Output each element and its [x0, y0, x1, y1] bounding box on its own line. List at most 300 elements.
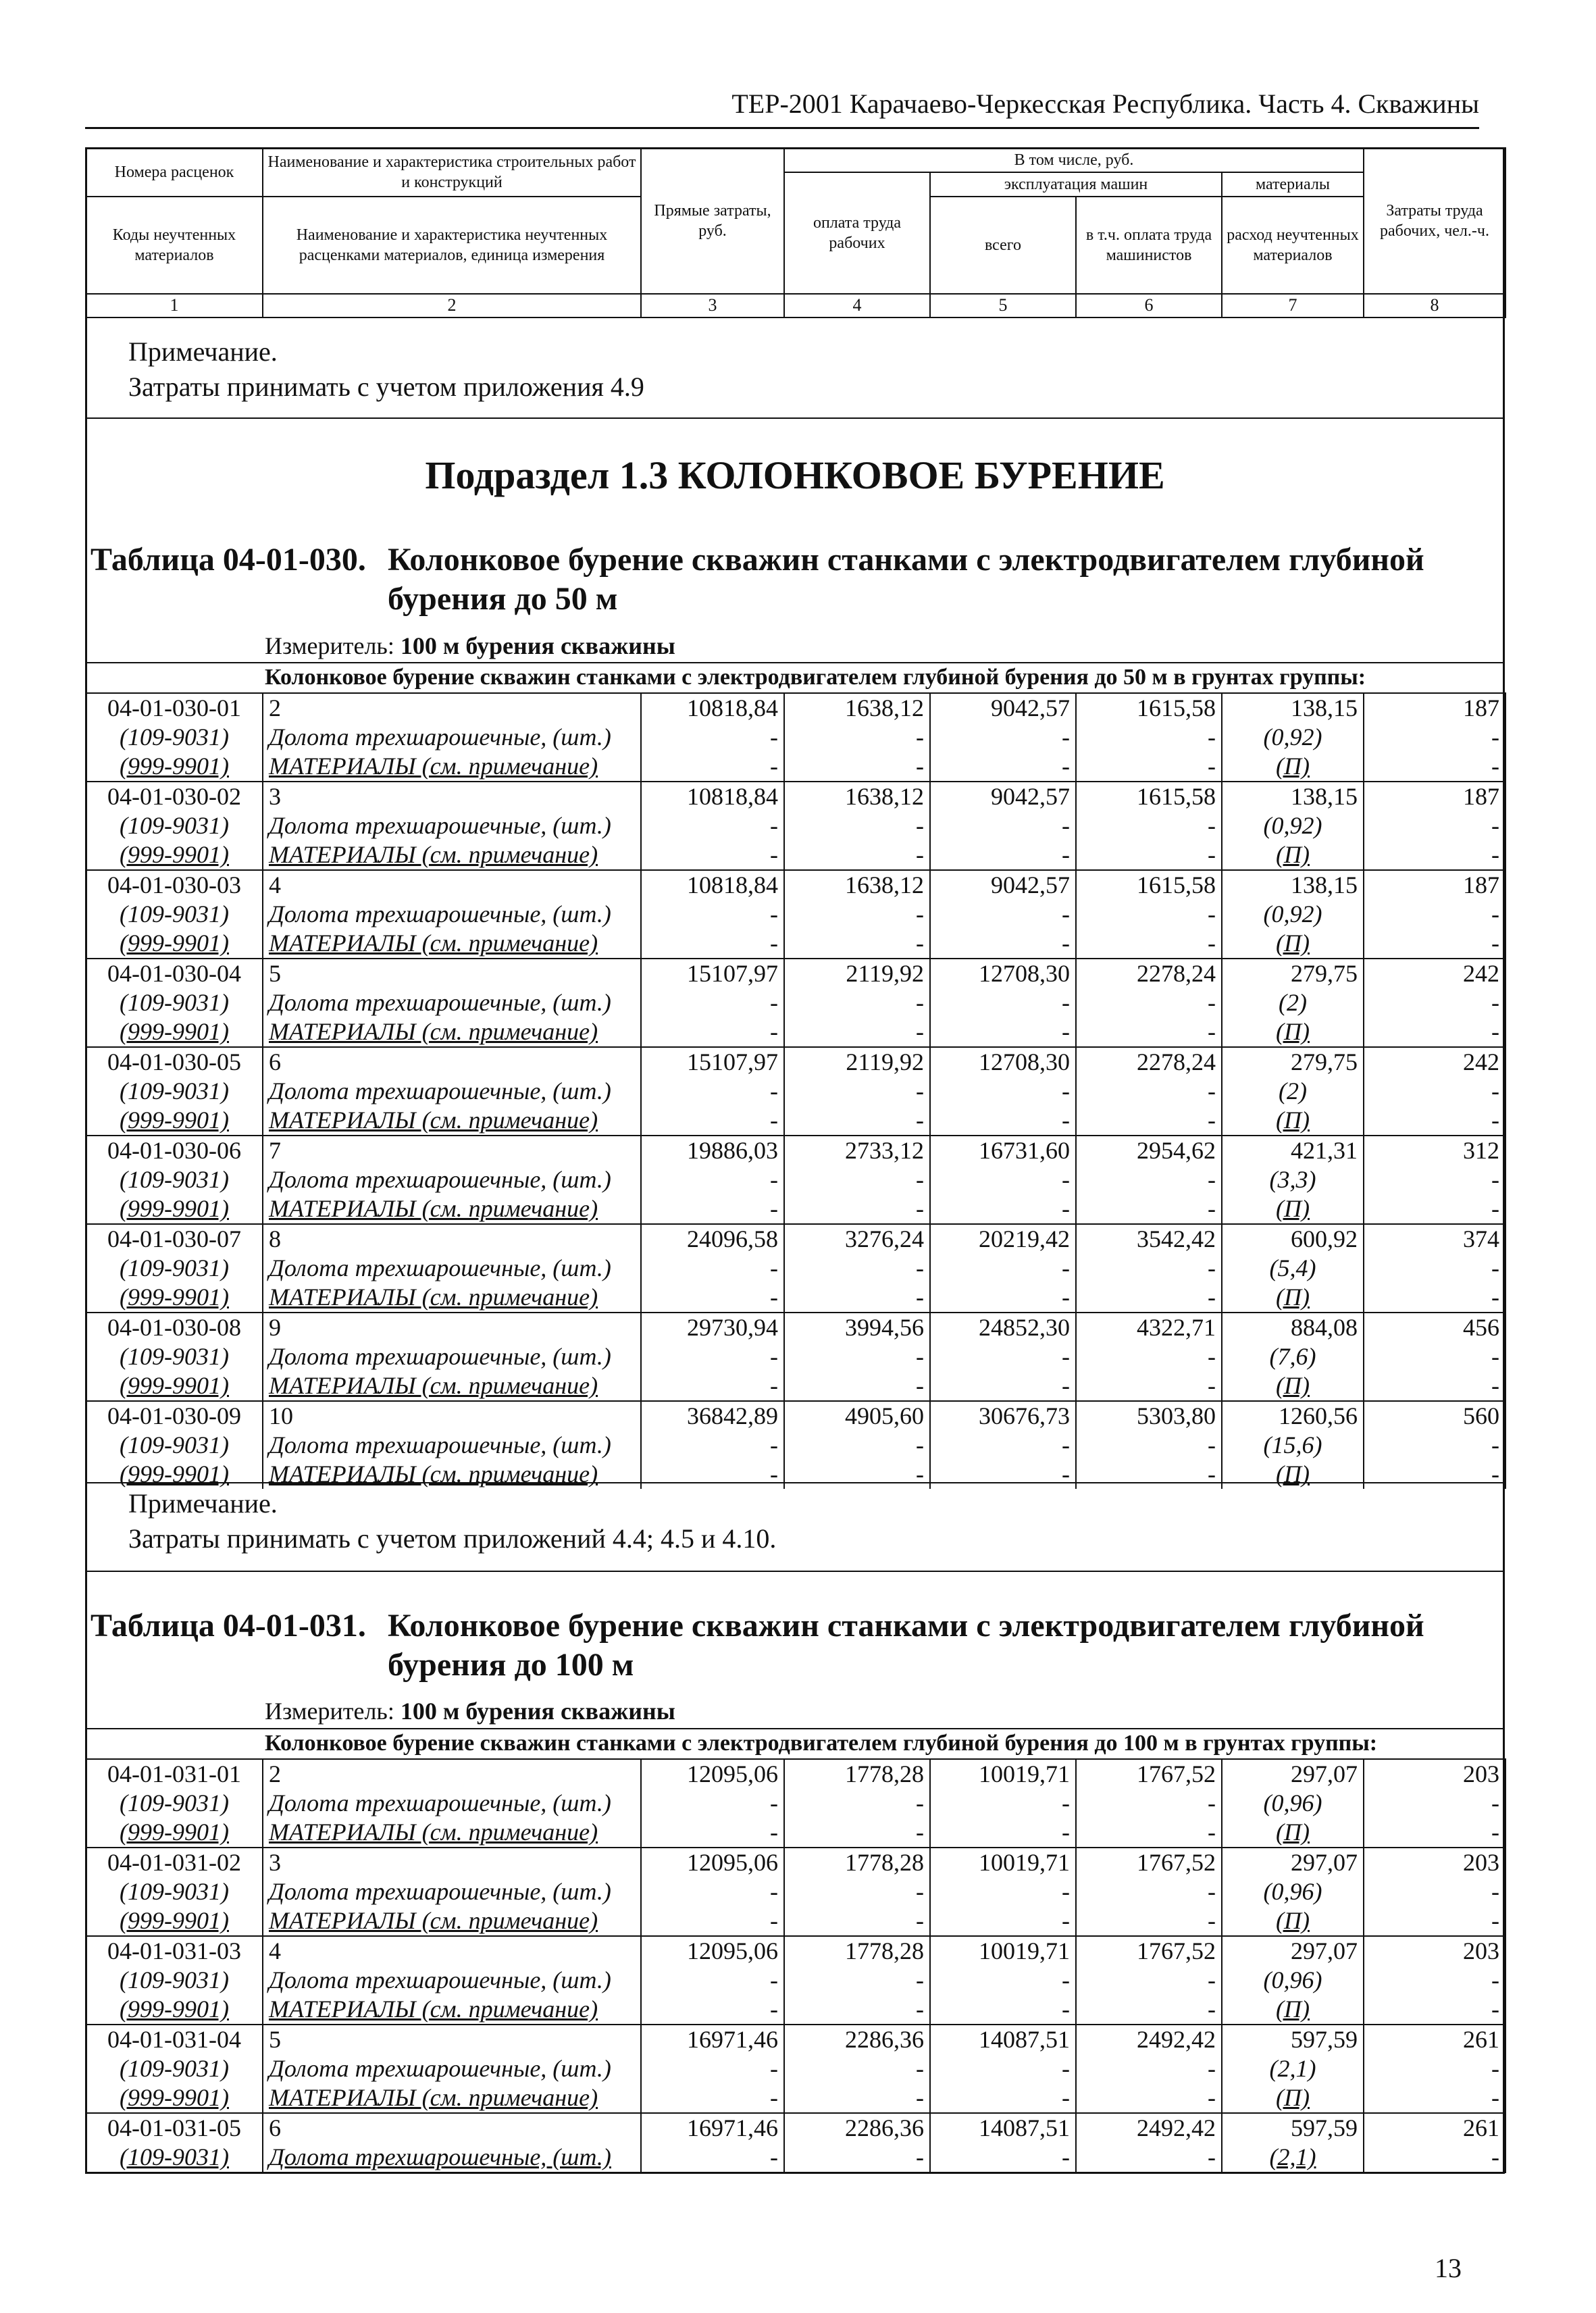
empty-value: -: [784, 1283, 930, 1313]
empty-value: -: [784, 840, 930, 870]
machine-costs: 10019,71: [930, 1848, 1076, 1877]
labor-pay: 2286,36: [784, 2025, 930, 2054]
labor-hours: 456: [1364, 1313, 1505, 1342]
material-quantity: (2,1): [1222, 2143, 1364, 2172]
table-030-measure: [265, 632, 675, 660]
rate-row: [86, 1224, 1505, 1254]
direct-costs: 15107,97: [641, 1047, 784, 1077]
material-code: (109-9031): [86, 2054, 263, 2083]
machine-costs: 10019,71: [930, 1936, 1076, 1966]
direct-costs: 10818,84: [641, 870, 784, 900]
empty-value: -: [1076, 840, 1222, 870]
material-code: (109-9031): [86, 1254, 263, 1283]
empty-value: -: [930, 752, 1076, 782]
empty-value: -: [784, 1194, 930, 1224]
empty-value: -: [1364, 723, 1505, 752]
material-costs: 138,15: [1222, 693, 1364, 723]
machinist-pay: 2492,42: [1076, 2113, 1222, 2143]
empty-value: -: [1076, 1995, 1222, 2025]
header-rule: [85, 127, 1479, 129]
subsection-title: Подраздел 1.3 КОЛОНКОВОЕ БУРЕНИЕ: [425, 453, 1165, 497]
material-code: (109-9031): [86, 1431, 263, 1460]
material-name: МАТЕРИАЛЫ (см. примечание): [263, 2083, 641, 2113]
material-row: [86, 840, 1505, 870]
labor-pay: 2119,92: [784, 1047, 930, 1077]
table-031-caption: Колонковое бурение скважин станками с электродвигателем глубиной бурения до 100 м в грунтах группы:: [265, 1731, 1378, 1756]
material-code: (999-9901): [86, 2083, 263, 2113]
soil-group: 3: [263, 782, 641, 811]
rate-code: 04-01-030-02: [86, 782, 263, 811]
soil-group: 5: [263, 959, 641, 988]
machine-costs: 12708,30: [930, 959, 1076, 988]
empty-value: -: [930, 2083, 1076, 2113]
measure-label: Измеритель:: [265, 1698, 394, 1725]
material-code: (999-9901): [86, 752, 263, 782]
material-row: [86, 1818, 1505, 1848]
machine-costs: 30676,73: [930, 1401, 1076, 1431]
empty-value: -: [1364, 1342, 1505, 1371]
labor-hours: 560: [1364, 1401, 1505, 1431]
material-note: (П): [1222, 1194, 1364, 1224]
material-code: (999-9901): [86, 1371, 263, 1401]
empty-value: -: [1364, 1995, 1505, 2025]
empty-value: -: [641, 2143, 784, 2172]
empty-value: -: [784, 1017, 930, 1047]
machine-costs: 14087,51: [930, 2113, 1076, 2143]
empty-value: -: [930, 1995, 1076, 2025]
empty-value: -: [784, 1342, 930, 1371]
machine-costs: 10019,71: [930, 1759, 1076, 1789]
labor-hours: 374: [1364, 1224, 1505, 1254]
labor-pay: 1638,12: [784, 870, 930, 900]
empty-value: -: [1364, 1017, 1505, 1047]
material-costs: 138,15: [1222, 782, 1364, 811]
divider: [85, 662, 1505, 663]
empty-value: -: [641, 929, 784, 959]
empty-value: -: [641, 2083, 784, 2113]
table-title-line2: бурения до 100 м: [388, 1646, 634, 1683]
empty-value: -: [930, 1342, 1076, 1371]
empty-value: -: [1076, 1017, 1222, 1047]
machine-costs: 9042,57: [930, 870, 1076, 900]
empty-value: -: [1364, 1966, 1505, 1995]
machinist-pay: 2278,24: [1076, 1047, 1222, 1077]
col-num: 1: [86, 294, 263, 317]
material-code: (999-9901): [86, 1818, 263, 1848]
divider: [85, 417, 1505, 419]
machinist-pay: 5303,80: [1076, 1401, 1222, 1431]
table-030-caption: Колонковое бурение скважин станками с электродвигателем глубиной бурения до 50 м в грунтах группы:: [265, 665, 1366, 690]
rate-code: 04-01-030-03: [86, 870, 263, 900]
empty-value: -: [1364, 1431, 1505, 1460]
material-code: (109-9031): [86, 1789, 263, 1818]
empty-value: -: [930, 988, 1076, 1017]
table-030-body: [85, 692, 1506, 1489]
empty-value: -: [1076, 1460, 1222, 1489]
table-title-line2: бурения до 50 м: [388, 580, 618, 617]
material-name: Долота трехшарошечные, (шт.): [263, 2054, 641, 2083]
empty-value: -: [784, 1254, 930, 1283]
col-num: 7: [1222, 294, 1364, 317]
material-quantity: (2,1): [1222, 2054, 1364, 2083]
machinist-pay: 3542,42: [1076, 1224, 1222, 1254]
material-row: [86, 1877, 1505, 1906]
soil-group: 4: [263, 870, 641, 900]
table-031-body: [85, 1758, 1506, 2173]
material-note: (П): [1222, 1106, 1364, 1136]
material-name: МАТЕРИАЛЫ (см. примечание): [263, 1460, 641, 1489]
material-row: [86, 1906, 1505, 1936]
machine-costs: 14087,51: [930, 2025, 1076, 2054]
empty-value: -: [930, 2054, 1076, 2083]
header-material-use: расход неучтенных материалов: [1222, 197, 1364, 294]
material-costs: 279,75: [1222, 1047, 1364, 1077]
material-name: Долота трехшарошечные, (шт.): [263, 723, 641, 752]
table-number: Таблица 04-01-031.: [91, 1608, 366, 1644]
material-code: (109-9031): [86, 1877, 263, 1906]
empty-value: -: [784, 900, 930, 929]
note-text: Затраты принимать с учетом приложений 4.4; 4.5 и 4.10.: [128, 1523, 777, 1554]
table-number: Таблица 04-01-030.: [91, 542, 366, 578]
labor-pay: 2286,36: [784, 2113, 930, 2143]
labor-pay: 1778,28: [784, 1936, 930, 1966]
empty-value: -: [641, 1017, 784, 1047]
direct-costs: 19886,03: [641, 1136, 784, 1165]
empty-value: -: [1076, 1283, 1222, 1313]
empty-value: -: [930, 1077, 1076, 1106]
header-direct-costs: Прямые затраты, руб.: [641, 148, 784, 294]
empty-value: -: [641, 1194, 784, 1224]
rate-code: 04-01-030-08: [86, 1313, 263, 1342]
empty-value: -: [784, 1371, 930, 1401]
material-row: [86, 1966, 1505, 1995]
material-row: [86, 1077, 1505, 1106]
rate-code: 04-01-030-05: [86, 1047, 263, 1077]
material-name: Долота трехшарошечные, (шт.): [263, 1966, 641, 1995]
empty-value: -: [930, 1254, 1076, 1283]
material-name: Долота трехшарошечные, (шт.): [263, 1789, 641, 1818]
rate-code: 04-01-030-07: [86, 1224, 263, 1254]
machine-costs: 16731,60: [930, 1136, 1076, 1165]
labor-pay: 1638,12: [784, 782, 930, 811]
direct-costs: 16971,46: [641, 2113, 784, 2143]
material-name: МАТЕРИАЛЫ (см. примечание): [263, 752, 641, 782]
material-note: (П): [1222, 929, 1364, 959]
empty-value: -: [641, 1460, 784, 1489]
rate-row: [86, 1313, 1505, 1342]
empty-value: -: [784, 929, 930, 959]
material-code: (109-9031): [86, 900, 263, 929]
material-note: (П): [1222, 1906, 1364, 1936]
header-materials: материалы: [1222, 172, 1364, 197]
material-row: [86, 1165, 1505, 1194]
material-quantity: (5,4): [1222, 1254, 1364, 1283]
machinist-pay: 1767,52: [1076, 1759, 1222, 1789]
empty-value: -: [641, 1283, 784, 1313]
material-code: (109-9031): [86, 811, 263, 840]
labor-hours: 312: [1364, 1136, 1505, 1165]
empty-value: -: [641, 840, 784, 870]
empty-value: -: [641, 1371, 784, 1401]
labor-pay: 1778,28: [784, 1848, 930, 1877]
empty-value: -: [930, 929, 1076, 959]
material-costs: 597,59: [1222, 2113, 1364, 2143]
empty-value: -: [1364, 1371, 1505, 1401]
table-031-measure: [265, 1697, 675, 1725]
labor-pay: 2119,92: [784, 959, 930, 988]
measure-label: Измеритель:: [265, 632, 394, 659]
labor-hours: 242: [1364, 959, 1505, 988]
material-code: (999-9901): [86, 1106, 263, 1136]
direct-costs: 15107,97: [641, 959, 784, 988]
material-row: [86, 1460, 1505, 1489]
empty-value: -: [1076, 2083, 1222, 2113]
material-name: Долота трехшарошечные, (шт.): [263, 1254, 641, 1283]
empty-value: -: [1364, 1283, 1505, 1313]
rate-row: [86, 782, 1505, 811]
labor-hours: 187: [1364, 782, 1505, 811]
empty-value: -: [930, 1818, 1076, 1848]
labor-hours: 187: [1364, 870, 1505, 900]
empty-value: -: [641, 988, 784, 1017]
material-row: [86, 929, 1505, 959]
empty-value: -: [1076, 1818, 1222, 1848]
empty-value: -: [1364, 1789, 1505, 1818]
material-name: Долота трехшарошечные, (шт.): [263, 1165, 641, 1194]
empty-value: -: [930, 811, 1076, 840]
empty-value: -: [1076, 929, 1222, 959]
empty-value: -: [930, 1017, 1076, 1047]
direct-costs: 10818,84: [641, 782, 784, 811]
col-num: 6: [1076, 294, 1222, 317]
empty-value: -: [784, 1818, 930, 1848]
labor-pay: 2733,12: [784, 1136, 930, 1165]
empty-value: -: [1364, 2054, 1505, 2083]
empty-value: -: [641, 1077, 784, 1106]
labor-pay: 4905,60: [784, 1401, 930, 1431]
empty-value: -: [1364, 1460, 1505, 1489]
material-name: МАТЕРИАЛЫ (см. примечание): [263, 1194, 641, 1224]
empty-value: -: [930, 1106, 1076, 1136]
empty-value: -: [1364, 840, 1505, 870]
material-code: (999-9901): [86, 1283, 263, 1313]
divider: [85, 1728, 1505, 1729]
material-costs: 297,07: [1222, 1759, 1364, 1789]
empty-value: -: [930, 1877, 1076, 1906]
direct-costs: 12095,06: [641, 1759, 784, 1789]
material-code: (999-9901): [86, 929, 263, 959]
rate-code: 04-01-030-06: [86, 1136, 263, 1165]
labor-pay: 1778,28: [784, 1759, 930, 1789]
empty-value: -: [784, 1995, 930, 2025]
empty-value: -: [1076, 1371, 1222, 1401]
material-quantity: (0,92): [1222, 811, 1364, 840]
machinist-pay: 1615,58: [1076, 782, 1222, 811]
col-num: 8: [1364, 294, 1505, 317]
machinist-pay: 1615,58: [1076, 870, 1222, 900]
empty-value: -: [1076, 1194, 1222, 1224]
empty-value: -: [641, 1431, 784, 1460]
material-name: Долота трехшарошечные, (шт.): [263, 1431, 641, 1460]
rate-row: [86, 1936, 1505, 1966]
empty-value: -: [784, 2054, 930, 2083]
header-machinist-pay: в т.ч. оплата труда машинистов: [1076, 197, 1222, 294]
machine-costs: 20219,42: [930, 1224, 1076, 1254]
measure-value: 100 м бурения скважины: [400, 1698, 675, 1725]
material-costs: 597,59: [1222, 2025, 1364, 2054]
material-row: [86, 811, 1505, 840]
divider: [85, 1571, 1505, 1572]
empty-value: -: [784, 811, 930, 840]
empty-value: -: [641, 1254, 784, 1283]
empty-value: -: [1076, 900, 1222, 929]
header-material-codes: Коды неучтенных материалов: [86, 197, 263, 294]
material-row: [86, 2083, 1505, 2113]
machine-costs: 9042,57: [930, 782, 1076, 811]
rate-row: [86, 1136, 1505, 1165]
material-quantity: (0,92): [1222, 900, 1364, 929]
empty-value: -: [1364, 811, 1505, 840]
machinist-pay: 2954,62: [1076, 1136, 1222, 1165]
col-num: 2: [263, 294, 641, 317]
machine-costs: 24852,30: [930, 1313, 1076, 1342]
empty-value: -: [641, 1995, 784, 2025]
empty-value: -: [784, 1966, 930, 1995]
direct-costs: 16971,46: [641, 2025, 784, 2054]
labor-pay: 1638,12: [784, 693, 930, 723]
empty-value: -: [641, 811, 784, 840]
soil-group: 10: [263, 1401, 641, 1431]
empty-value: -: [1076, 1906, 1222, 1936]
rate-code: 04-01-031-02: [86, 1848, 263, 1877]
rate-code: 04-01-030-01: [86, 693, 263, 723]
empty-value: -: [930, 900, 1076, 929]
empty-value: -: [1364, 1194, 1505, 1224]
rate-row: [86, 870, 1505, 900]
machine-costs: 9042,57: [930, 693, 1076, 723]
empty-value: -: [641, 900, 784, 929]
material-costs: 297,07: [1222, 1936, 1364, 1966]
material-costs: 421,31: [1222, 1136, 1364, 1165]
material-quantity: (0,92): [1222, 723, 1364, 752]
empty-value: -: [1364, 1106, 1505, 1136]
empty-value: -: [930, 1460, 1076, 1489]
empty-value: -: [930, 1165, 1076, 1194]
soil-group: 4: [263, 1936, 641, 1966]
empty-value: -: [930, 1789, 1076, 1818]
rate-row: [86, 2025, 1505, 2054]
empty-value: -: [1364, 2143, 1505, 2172]
empty-value: -: [1076, 1877, 1222, 1906]
header-machines-total: всего: [930, 197, 1076, 294]
material-costs: 279,75: [1222, 959, 1364, 988]
material-note: (П): [1222, 1995, 1364, 2025]
material-note: (П): [1222, 1818, 1364, 1848]
material-name: Долота трехшарошечные, (шт.): [263, 1342, 641, 1371]
empty-value: -: [784, 1165, 930, 1194]
direct-costs: 29730,94: [641, 1313, 784, 1342]
empty-value: -: [641, 1106, 784, 1136]
note-1: [128, 334, 644, 405]
material-name: МАТЕРИАЛЫ (см. примечание): [263, 1995, 641, 2025]
empty-value: -: [1364, 929, 1505, 959]
table-title-line1: Колонковое бурение скважин станками с электродвигателем глубиной: [388, 1608, 1424, 1644]
empty-value: -: [641, 723, 784, 752]
empty-value: -: [641, 1966, 784, 1995]
empty-value: -: [784, 723, 930, 752]
soil-group: 7: [263, 1136, 641, 1165]
empty-value: -: [1076, 1789, 1222, 1818]
material-row: [86, 1789, 1505, 1818]
material-quantity: (15,6): [1222, 1431, 1364, 1460]
table-031-title: [91, 1606, 1502, 1684]
material-code: (109-9031): [86, 988, 263, 1017]
empty-value: -: [930, 1966, 1076, 1995]
empty-value: -: [930, 1431, 1076, 1460]
empty-value: -: [930, 1194, 1076, 1224]
rate-row: [86, 1047, 1505, 1077]
empty-value: -: [1076, 1106, 1222, 1136]
empty-value: -: [930, 1371, 1076, 1401]
labor-hours: 261: [1364, 2113, 1505, 2143]
material-name: Долота трехшарошечные, (шт.): [263, 988, 641, 1017]
material-note: (П): [1222, 1283, 1364, 1313]
machinist-pay: 4322,71: [1076, 1313, 1222, 1342]
note-text: Затраты принимать с учетом приложения 4.9: [128, 372, 644, 402]
material-row: [86, 723, 1505, 752]
empty-value: -: [930, 1906, 1076, 1936]
empty-value: -: [1364, 1877, 1505, 1906]
material-row: [86, 1194, 1505, 1224]
empty-value: -: [1364, 1254, 1505, 1283]
empty-value: -: [784, 752, 930, 782]
note-2: [128, 1486, 776, 1556]
labor-hours: 203: [1364, 1759, 1505, 1789]
empty-value: -: [1364, 1818, 1505, 1848]
empty-value: -: [1364, 1077, 1505, 1106]
empty-value: -: [1076, 1342, 1222, 1371]
empty-value: -: [641, 1818, 784, 1848]
material-name: МАТЕРИАЛЫ (см. примечание): [263, 1371, 641, 1401]
material-code: (109-9031): [86, 1077, 263, 1106]
material-row: [86, 1254, 1505, 1283]
soil-group: 3: [263, 1848, 641, 1877]
rate-code: 04-01-030-09: [86, 1401, 263, 1431]
header-labor-pay: оплата труда рабочих: [784, 172, 930, 294]
table-title-line1: Колонковое бурение скважин станками с электродвигателем глубиной: [388, 542, 1424, 578]
col-num: 3: [641, 294, 784, 317]
machinist-pay: 1615,58: [1076, 693, 1222, 723]
material-row: [86, 900, 1505, 929]
rate-code: 04-01-031-01: [86, 1759, 263, 1789]
material-name: МАТЕРИАЛЫ (см. примечание): [263, 1818, 641, 1848]
material-code: (999-9901): [86, 1017, 263, 1047]
empty-value: -: [641, 1342, 784, 1371]
soil-group: 8: [263, 1224, 641, 1254]
empty-value: -: [641, 1906, 784, 1936]
material-row: [86, 1995, 1505, 2025]
header-machines: эксплуатация машин: [930, 172, 1222, 197]
material-quantity: (0,96): [1222, 1966, 1364, 1995]
header-material-names: Наименование и характеристика неучтенных расценками материалов, единица измерения: [263, 197, 641, 294]
page-number: 13: [1435, 2253, 1462, 2283]
empty-value: -: [1076, 2143, 1222, 2172]
material-name: МАТЕРИАЛЫ (см. примечание): [263, 1017, 641, 1047]
soil-group: 5: [263, 2025, 641, 2054]
soil-group: 6: [263, 1047, 641, 1077]
labor-hours: 187: [1364, 693, 1505, 723]
material-row: [86, 1431, 1505, 1460]
